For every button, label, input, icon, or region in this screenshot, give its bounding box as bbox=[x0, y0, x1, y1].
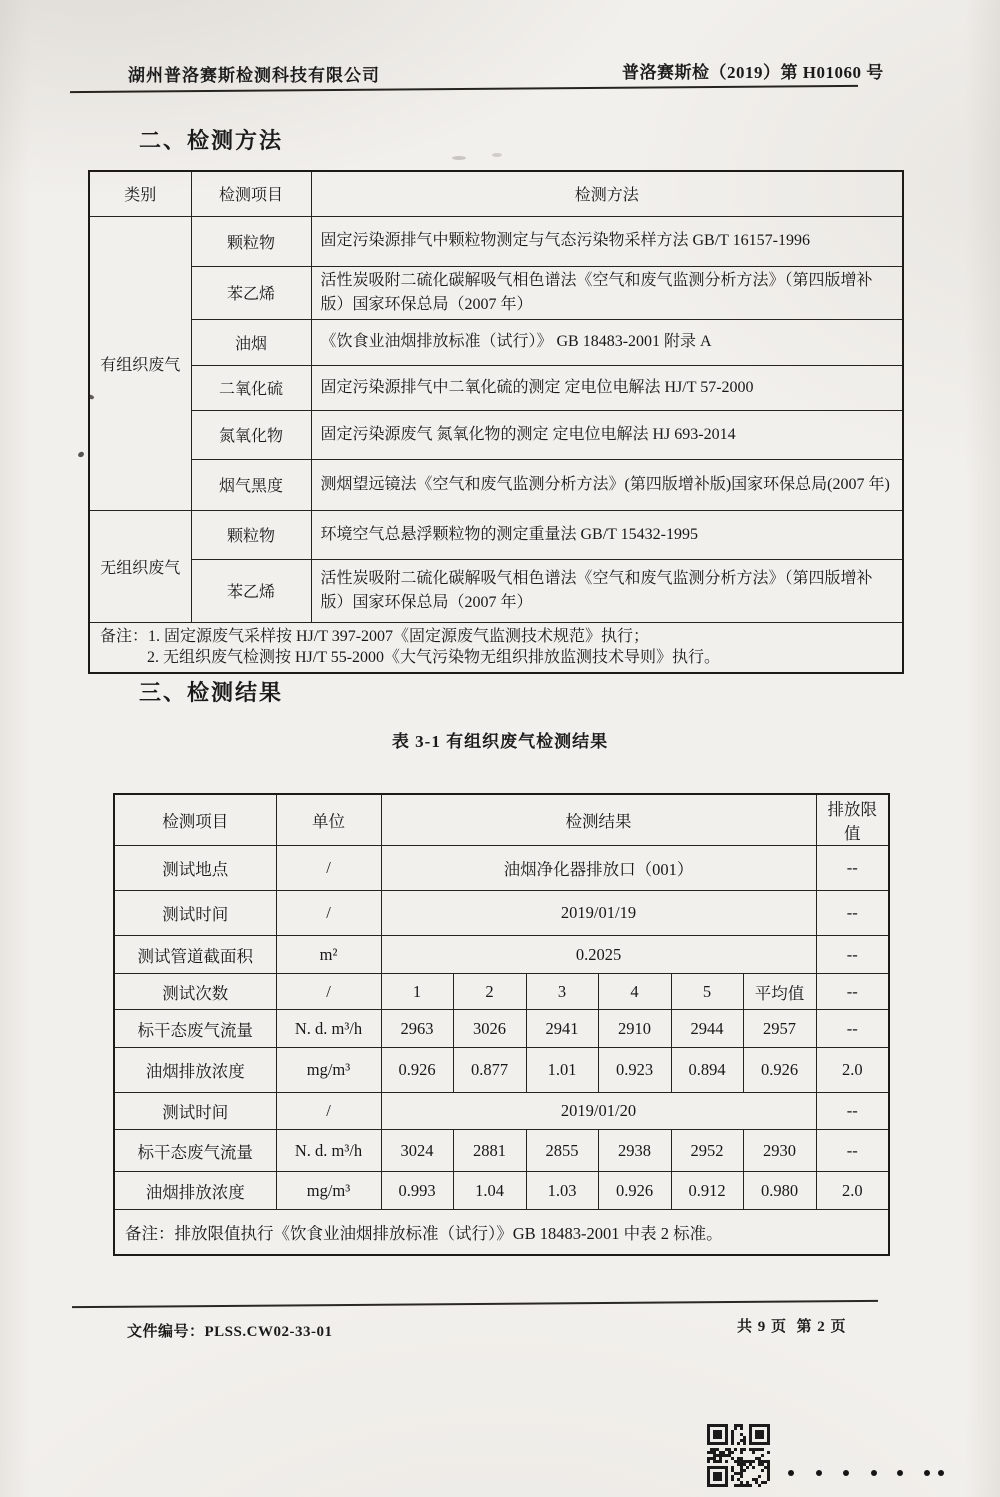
cell-value: 4 bbox=[598, 974, 671, 1010]
methods-table bbox=[88, 170, 904, 674]
footer-rule bbox=[72, 1300, 878, 1309]
results-table-caption: 表 3-1 有组织废气检测结果 bbox=[391, 732, 609, 751]
cell-value: 2855 bbox=[526, 1130, 598, 1172]
cell-item: 二氧化硫 bbox=[191, 365, 311, 410]
cell-method: 固定污染源排气中二氧化硫的测定 定电位电解法 HJ/T 57-2000 bbox=[311, 365, 903, 410]
document-number: 普洛赛斯检（2019）第 H01060 号 bbox=[622, 63, 884, 82]
cell-value: 2944 bbox=[671, 1010, 743, 1048]
table-row bbox=[89, 559, 903, 622]
scan-smudge bbox=[492, 153, 502, 157]
dot-icon bbox=[816, 1470, 822, 1476]
results-note: 备注：排放限值执行《饮食业油烟排放标准（试行）》GB 18483-2001 中表 2 标准。 bbox=[114, 1210, 889, 1255]
cell-value: 0.2025 bbox=[381, 936, 816, 974]
cell-unit: / bbox=[276, 891, 381, 936]
col-header-method: 检测方法 bbox=[311, 171, 903, 216]
table-row bbox=[114, 974, 889, 1010]
table-row bbox=[114, 1093, 889, 1130]
cell-value: 1.01 bbox=[526, 1048, 598, 1093]
cell-value: 2019/01/19 bbox=[381, 891, 816, 936]
cell-value: 0.912 bbox=[671, 1172, 743, 1210]
cell-item: 测试管道截面积 bbox=[114, 936, 276, 974]
table-row bbox=[89, 510, 903, 559]
cell-value: 3 bbox=[526, 974, 598, 1010]
cell-method: 环境空气总悬浮颗粒物的测定重量法 GB/T 15432-1995 bbox=[311, 510, 903, 559]
dot-icon bbox=[871, 1470, 877, 1476]
cell-value: 3026 bbox=[453, 1010, 526, 1048]
dot-icon bbox=[924, 1470, 930, 1476]
cell-item: 标干态废气流量 bbox=[114, 1130, 276, 1172]
ink-speck bbox=[77, 451, 84, 457]
cell-value: 2941 bbox=[526, 1010, 598, 1048]
cell-item: 测试地点 bbox=[114, 846, 276, 891]
col-header-item: 检测项目 bbox=[191, 171, 311, 216]
cell-item: 油烟排放浓度 bbox=[114, 1048, 276, 1093]
table-header-row bbox=[89, 171, 903, 216]
cell-item: 油烟 bbox=[191, 319, 311, 365]
header-rule bbox=[70, 85, 858, 94]
cell-value: 1.04 bbox=[453, 1172, 526, 1210]
cell-value: 2963 bbox=[381, 1010, 453, 1048]
dot-icon bbox=[843, 1470, 849, 1476]
cell-value: 2938 bbox=[598, 1130, 671, 1172]
dot-icon bbox=[788, 1470, 794, 1476]
cell-value: 2881 bbox=[453, 1130, 526, 1172]
cell-unit: / bbox=[276, 1093, 381, 1130]
dot-icon bbox=[938, 1470, 944, 1476]
table-row bbox=[89, 459, 903, 510]
cell-unit: / bbox=[276, 974, 381, 1010]
cell-item: 油烟排放浓度 bbox=[114, 1172, 276, 1210]
table-row bbox=[89, 266, 903, 319]
table-row bbox=[89, 319, 903, 365]
col-header-item: 检测项目 bbox=[114, 794, 276, 846]
cell-limit: -- bbox=[816, 846, 889, 891]
cell-value: 2930 bbox=[743, 1130, 816, 1172]
table-row bbox=[114, 891, 889, 936]
cell-value: 平均值 bbox=[743, 974, 816, 1010]
file-number bbox=[127, 1320, 332, 1341]
cell-category-organized: 有组织废气 bbox=[89, 216, 191, 510]
section-title-methods: 二、检测方法 bbox=[139, 128, 284, 153]
cell-item: 标干态废气流量 bbox=[114, 1010, 276, 1048]
col-header-category: 类别 bbox=[89, 171, 191, 216]
current-page: 第 2 页 bbox=[796, 1319, 847, 1335]
cell-item: 颗粒物 bbox=[191, 216, 311, 266]
cell-item: 颗粒物 bbox=[191, 510, 311, 559]
table-row bbox=[89, 365, 903, 410]
cell-value: 2019/01/20 bbox=[381, 1093, 816, 1130]
table-row bbox=[114, 1172, 889, 1210]
cell-item: 测试次数 bbox=[114, 974, 276, 1010]
total-pages: 共 9 页 bbox=[737, 1319, 788, 1335]
cell-method: 《饮食业油烟排放标准（试行）》 GB 18483-2001 附录 A bbox=[311, 319, 903, 365]
dot-icon bbox=[897, 1470, 903, 1476]
cell-item: 苯乙烯 bbox=[191, 559, 311, 622]
cell-value: 0.926 bbox=[743, 1048, 816, 1093]
cell-value: 2910 bbox=[598, 1010, 671, 1048]
cell-item: 苯乙烯 bbox=[191, 266, 311, 319]
table-row bbox=[114, 1048, 889, 1093]
cell-unit: N. d. m³/h bbox=[276, 1010, 381, 1048]
section-title-results: 三、检测结果 bbox=[139, 680, 284, 705]
table-row bbox=[89, 216, 903, 266]
table-row bbox=[114, 1010, 889, 1048]
cell-value: 0.926 bbox=[381, 1048, 453, 1093]
cell-limit: -- bbox=[816, 1010, 889, 1048]
cell-value: 0.993 bbox=[381, 1172, 453, 1210]
file-number-value: PLSS.CW02-33-01 bbox=[204, 1324, 333, 1340]
table-header-row bbox=[114, 794, 889, 846]
col-header-limit: 排放限值 bbox=[816, 794, 889, 846]
cell-unit: m² bbox=[276, 936, 381, 974]
cell-value: 3024 bbox=[381, 1130, 453, 1172]
cell-limit: -- bbox=[816, 1093, 889, 1130]
table-row bbox=[114, 1130, 889, 1172]
cell-value: 1 bbox=[381, 974, 453, 1010]
cell-unit: / bbox=[276, 846, 381, 891]
results-table bbox=[113, 793, 890, 1256]
page-indicator bbox=[737, 1315, 847, 1336]
cell-limit: -- bbox=[816, 936, 889, 974]
company-name: 湖州普洛赛斯检测科技有限公司 bbox=[128, 66, 380, 85]
cell-value: 油烟净化器排放口（001） bbox=[381, 846, 816, 891]
cell-value: 0.980 bbox=[743, 1172, 816, 1210]
cell-value: 2957 bbox=[743, 1010, 816, 1048]
cell-unit: mg/m³ bbox=[276, 1048, 381, 1093]
cell-item: 测试时间 bbox=[114, 891, 276, 936]
cell-item: 烟气黑度 bbox=[191, 459, 311, 510]
cell-method: 固定污染源排气中颗粒物测定与气态污染物采样方法 GB/T 16157-1996 bbox=[311, 216, 903, 266]
cell-item: 氮氧化物 bbox=[191, 410, 311, 459]
cell-limit: -- bbox=[816, 1130, 889, 1172]
cell-value: 2 bbox=[453, 974, 526, 1010]
table-row bbox=[114, 936, 889, 974]
cell-method: 固定污染源废气 氮氧化物的测定 定电位电解法 HJ 693-2014 bbox=[311, 410, 903, 459]
col-header-unit: 单位 bbox=[276, 794, 381, 846]
cell-method: 测烟望远镜法《空气和废气监测分析方法》(第四版增补版)国家环保总局(2007 年) bbox=[311, 459, 903, 510]
cell-limit: 2.0 bbox=[816, 1172, 889, 1210]
cell-value: 0.877 bbox=[453, 1048, 526, 1093]
cell-limit: -- bbox=[816, 891, 889, 936]
cell-value: 2952 bbox=[671, 1130, 743, 1172]
cell-value: 5 bbox=[671, 974, 743, 1010]
cell-value: 0.926 bbox=[598, 1172, 671, 1210]
table-row bbox=[114, 846, 889, 891]
cell-value: 0.894 bbox=[671, 1048, 743, 1093]
cell-method: 活性炭吸附二硫化碳解吸气相色谱法《空气和废气监测分析方法》（第四版增补版）国家环保总局（2007 年） bbox=[311, 559, 903, 622]
note-line-2: 2. 无组织废气检测按 HJ/T 55-2000《大气污染物无组织排放监测技术导则》执行。 bbox=[147, 648, 721, 666]
cell-unit: mg/m³ bbox=[276, 1172, 381, 1210]
scan-smudge bbox=[452, 156, 466, 160]
file-number-label: 文件编号： bbox=[127, 1324, 205, 1340]
cell-category-fugitive: 无组织废气 bbox=[89, 510, 191, 622]
cell-limit: 2.0 bbox=[816, 1048, 889, 1093]
cell-method: 活性炭吸附二硫化碳解吸气相色谱法《空气和废气监测分析方法》（第四版增补版）国家环保总局（2007 年） bbox=[311, 266, 903, 319]
methods-note bbox=[89, 622, 903, 673]
cell-value: 0.923 bbox=[598, 1048, 671, 1093]
table-row bbox=[89, 410, 903, 459]
cell-item: 测试时间 bbox=[114, 1093, 276, 1130]
note-line-1: 备注：1. 固定源废气采样按 HJ/T 397-2007《固定源废气监测技术规范》执行； bbox=[100, 627, 650, 645]
cell-unit: N. d. m³/h bbox=[276, 1130, 381, 1172]
cell-value: 1.03 bbox=[526, 1172, 598, 1210]
cell-limit: -- bbox=[816, 974, 889, 1010]
qr-code-icon bbox=[707, 1424, 770, 1487]
col-header-result: 检测结果 bbox=[381, 794, 816, 846]
table-note-row bbox=[114, 1210, 889, 1255]
table-note-row bbox=[89, 622, 903, 673]
